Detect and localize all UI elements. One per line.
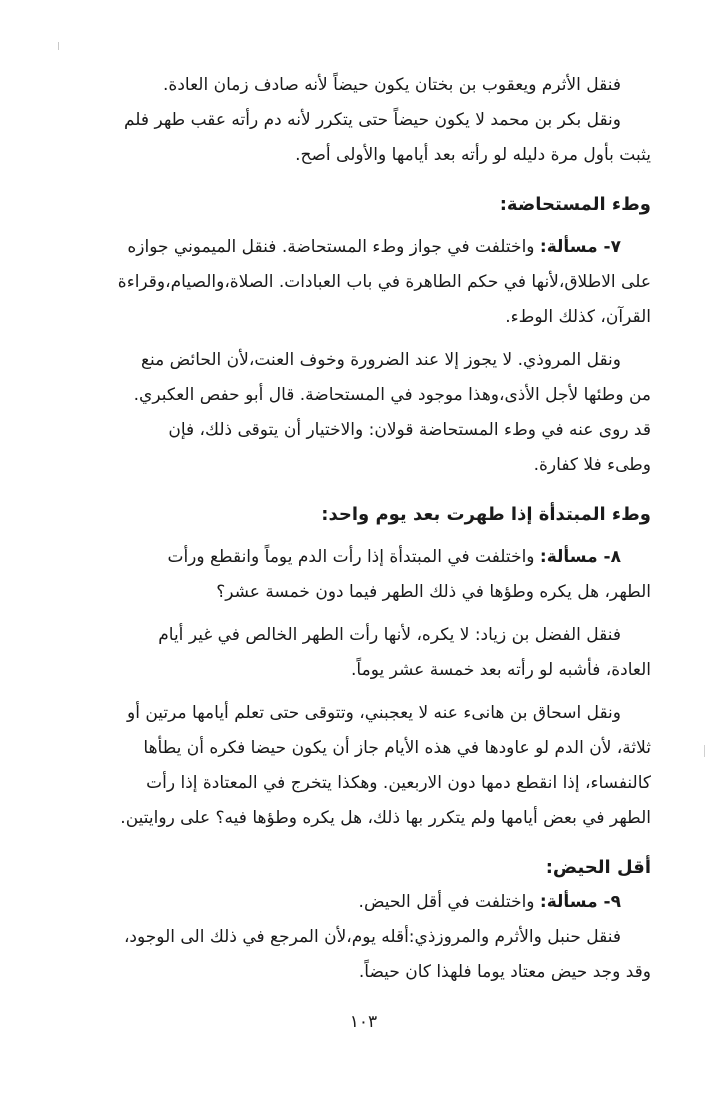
paragraph-6-line-1: ونقل اسحاق بن هانىء عنه لا يعجبني، وتتوقى حتى تعلم أيامها مرتين أو: [127, 703, 621, 723]
paragraph-1-line-2: ونقل بكر بن محمد لا يكون حيضاً حتى يتكرر لأنه دم رأته عقب طهر فلم: [123, 110, 621, 130]
section-heading-3: أقل الحيض:: [545, 857, 651, 878]
section-heading-2: وطء المبتدأة إذا طهرت بعد يوم واحد:: [321, 504, 651, 525]
section-heading-1: وطء المستحاضة:: [499, 194, 651, 215]
paragraph-8-line-1: فنقل حنبل والأثرم والمروزذي:أقله يوم،لأن المرجع في ذلك الى الوجود،: [123, 927, 621, 947]
paragraph-7-line-1: [70, 885, 651, 920]
paragraph-6-line-3: كالنفساء، إذا انقطع دمها دون الاربعين. وهكذا يتخرج في المعتادة إذا رأت: [146, 773, 651, 793]
paragraph-5-line-1: فنقل الفضل بن زياد: لا يكره، لأنها رأت الطهر الخالص في غير أيام: [158, 625, 621, 645]
paragraph-8-line-2: وقد وجد حيض معتاد يوما فلهذا كان حيضاً.: [358, 962, 651, 982]
paragraph-5-line-2: العادة، فأشبه لو رأته بعد خمسة عشر يوماً.: [351, 660, 651, 680]
page-body: [70, 68, 651, 990]
paragraph-2-line-1-text: واختلفت في جواز وطء المستحاضة. فنقل الميموني جوازه: [127, 237, 540, 257]
paragraph-4-line-1-text: واختلفت في المبتدأة إذا رأت الدم يوماً وانقطع ورأت: [167, 547, 540, 567]
issue-number-9: ٩- مسألة:: [539, 892, 621, 912]
issue-number-8: ٨- مسألة:: [539, 547, 621, 567]
paragraph-3-line-1: ونقل المروذي. لا يجوز إلا عند الضرورة وخوف العنت،لأن الحائض منع: [140, 350, 621, 370]
paragraph-4-line-2: الطهر، هل يكره وطؤها في ذلك الطهر فيما دون خمسة عشر؟: [216, 582, 651, 602]
paragraph-3-line-3: قد روى عنه في وطء المستحاضة قولان: والاختيار أن يتوقى ذلك، فإن: [168, 420, 651, 440]
paragraph-6-line-2: ثلاثة، لأن الدم لو عاودها في هذه الأيام جاز أن يكون حيضا فكره أن يطأها: [143, 738, 651, 758]
paragraph-7-line-1-text: واختلفت في أقل الحيض.: [358, 892, 540, 912]
paragraph-1-line-3: يثبت بأول مرة دليله لو رأته بعد أيامها والأولى أصح.: [295, 145, 651, 165]
scan-artifact: [58, 42, 59, 50]
issue-number-7: ٧- مسألة:: [539, 237, 621, 257]
scan-artifact-margin: [704, 745, 705, 757]
paragraph-3-line-4: وطىء فلا كفارة.: [533, 455, 651, 475]
paragraph-3-line-2: من وطئها لأجل الأذى،وهذا موجود في المستحاضة. قال أبو حفص العكبري.: [133, 385, 651, 405]
page-number: ١٠٣: [349, 1012, 378, 1032]
paragraph-6-line-4: الطهر في بعض أيامها ولم يتكرر بها ذلك، هل يكره وطؤها فيه؟ على روايتين.: [120, 808, 651, 828]
paragraph-4-line-1: [70, 540, 651, 575]
paragraph-1-line-1: فنقل الأثرم ويعقوب بن بختان يكون حيضاً لأنه صادف زمان العادة.: [163, 75, 621, 95]
paragraph-2-line-2: على الاطلاق،لأنها في حكم الطاهرة في باب العبادات. الصلاة،والصيام،وقراءة: [117, 272, 651, 292]
paragraph-2-line-1: [70, 230, 651, 265]
paragraph-2-line-3: القرآن، كذلك الوطء.: [505, 307, 651, 327]
